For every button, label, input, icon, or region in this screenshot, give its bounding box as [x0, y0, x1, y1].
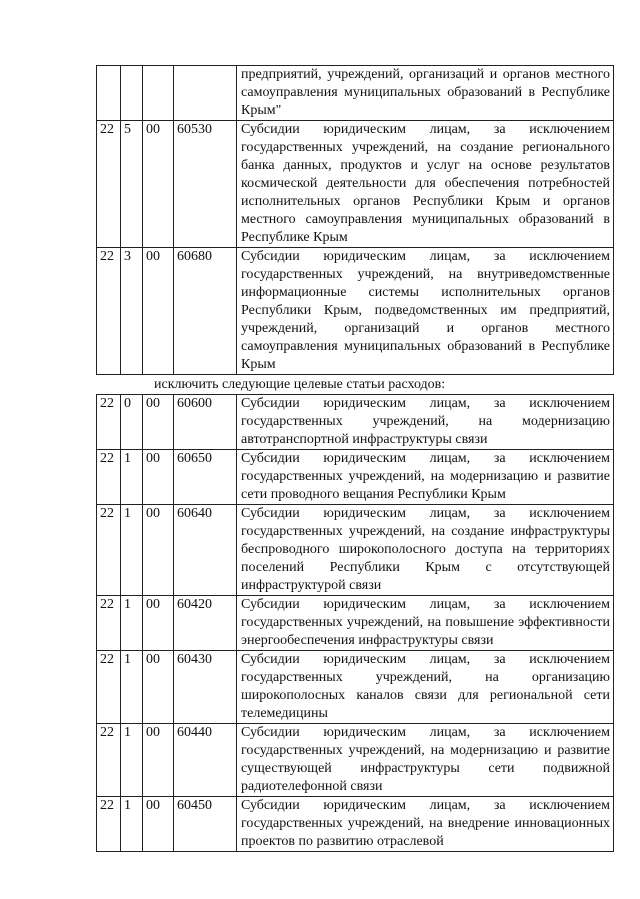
- code-cell: [174, 66, 237, 121]
- budget-table-continued: [96, 65, 614, 375]
- code-cell: 00: [143, 651, 174, 724]
- table-row: [97, 505, 614, 596]
- code-cell: 60650: [174, 450, 237, 505]
- code-cell: 60420: [174, 596, 237, 651]
- table-row: [97, 66, 614, 121]
- table-row: [97, 724, 614, 797]
- code-cell: 00: [143, 724, 174, 797]
- description-cell: предприятий, учреждений, организаций и органов местного самоуправления муниципальных образований в Республике Крым": [237, 66, 614, 121]
- description-cell: Субсидии юридическим лицам, за исключением государственных учреждений, на модернизацию и развитие сети проводного вещания Республики Крым: [237, 450, 614, 505]
- code-cell: 00: [143, 505, 174, 596]
- table-row: [97, 395, 614, 450]
- code-cell: 60430: [174, 651, 237, 724]
- code-cell: 3: [121, 248, 143, 375]
- description-cell: Субсидии юридическим лицам, за исключением государственных учреждений, на внедрение инновационных проектов по развитию отраслевой: [237, 797, 614, 852]
- description-cell: Субсидии юридическим лицам, за исключением государственных учреждений, на создание регионального банка данных, продуктов и услуг на основе результатов космической деятельности для обеспечения потребностей исполнительных органов Республики Крым и органов местного самоуправления муниципальных образований в Республике Крым: [237, 121, 614, 248]
- code-cell: 60600: [174, 395, 237, 450]
- code-cell: 22: [97, 797, 121, 852]
- table-row: [97, 121, 614, 248]
- code-cell: 22: [97, 395, 121, 450]
- code-cell: 22: [97, 596, 121, 651]
- code-cell: 1: [121, 596, 143, 651]
- description-cell: Субсидии юридическим лицам, за исключением государственных учреждений, на повышение эффективности энергообеспечения инфраструктуры связи: [237, 596, 614, 651]
- code-cell: 5: [121, 121, 143, 248]
- code-cell: 00: [143, 248, 174, 375]
- table-row: [97, 596, 614, 651]
- code-cell: 22: [97, 505, 121, 596]
- code-cell: 00: [143, 121, 174, 248]
- code-cell: [121, 66, 143, 121]
- description-cell: Субсидии юридическим лицам, за исключением государственных учреждений, на создание инфраструктуры беспроводного широкополосного доступа на территориях поселений Республики Крым с отсутствующей инфраструктурой связи: [237, 505, 614, 596]
- code-cell: 00: [143, 596, 174, 651]
- code-cell: 0: [121, 395, 143, 450]
- description-cell: Субсидии юридическим лицам, за исключением государственных учреждений, на внутриведомственные информационные системы исполнительных органов Республики Крым, подведомственных им предприятий, учреждений, организаций и органов местного самоуправления муниципальных образований в Республике Крым: [237, 248, 614, 375]
- code-cell: 22: [97, 724, 121, 797]
- table-row: [97, 450, 614, 505]
- code-cell: 60640: [174, 505, 237, 596]
- code-cell: [97, 66, 121, 121]
- table-row: [97, 651, 614, 724]
- code-cell: 22: [97, 121, 121, 248]
- table-row: [97, 797, 614, 852]
- code-cell: 00: [143, 797, 174, 852]
- code-cell: 1: [121, 505, 143, 596]
- description-cell: Субсидии юридическим лицам, за исключением государственных учреждений, на организацию широкополосных каналов связи для региональной сети телемедицины: [237, 651, 614, 724]
- code-cell: 1: [121, 651, 143, 724]
- code-cell: 00: [143, 450, 174, 505]
- code-cell: [143, 66, 174, 121]
- code-cell: 22: [97, 248, 121, 375]
- code-cell: 22: [97, 450, 121, 505]
- section-text: исключить следующие целевые статьи расходов:: [154, 377, 446, 392]
- code-cell: 22: [97, 651, 121, 724]
- code-cell: 1: [121, 797, 143, 852]
- code-cell: 60530: [174, 121, 237, 248]
- code-cell: 60440: [174, 724, 237, 797]
- code-cell: 00: [143, 395, 174, 450]
- description-cell: Субсидии юридическим лицам, за исключением государственных учреждений, на модернизацию и развитие существующей инфраструктуры сети подвижной радиотелефонной связи: [237, 724, 614, 797]
- code-cell: 60450: [174, 797, 237, 852]
- description-cell: Субсидии юридическим лицам, за исключением государственных учреждений, на модернизацию автотранспортной инфраструктуры связи: [237, 395, 614, 450]
- code-cell: 1: [121, 450, 143, 505]
- table-row: [97, 248, 614, 375]
- budget-table-excluded: [96, 394, 614, 852]
- code-cell: 60680: [174, 248, 237, 375]
- code-cell: 1: [121, 724, 143, 797]
